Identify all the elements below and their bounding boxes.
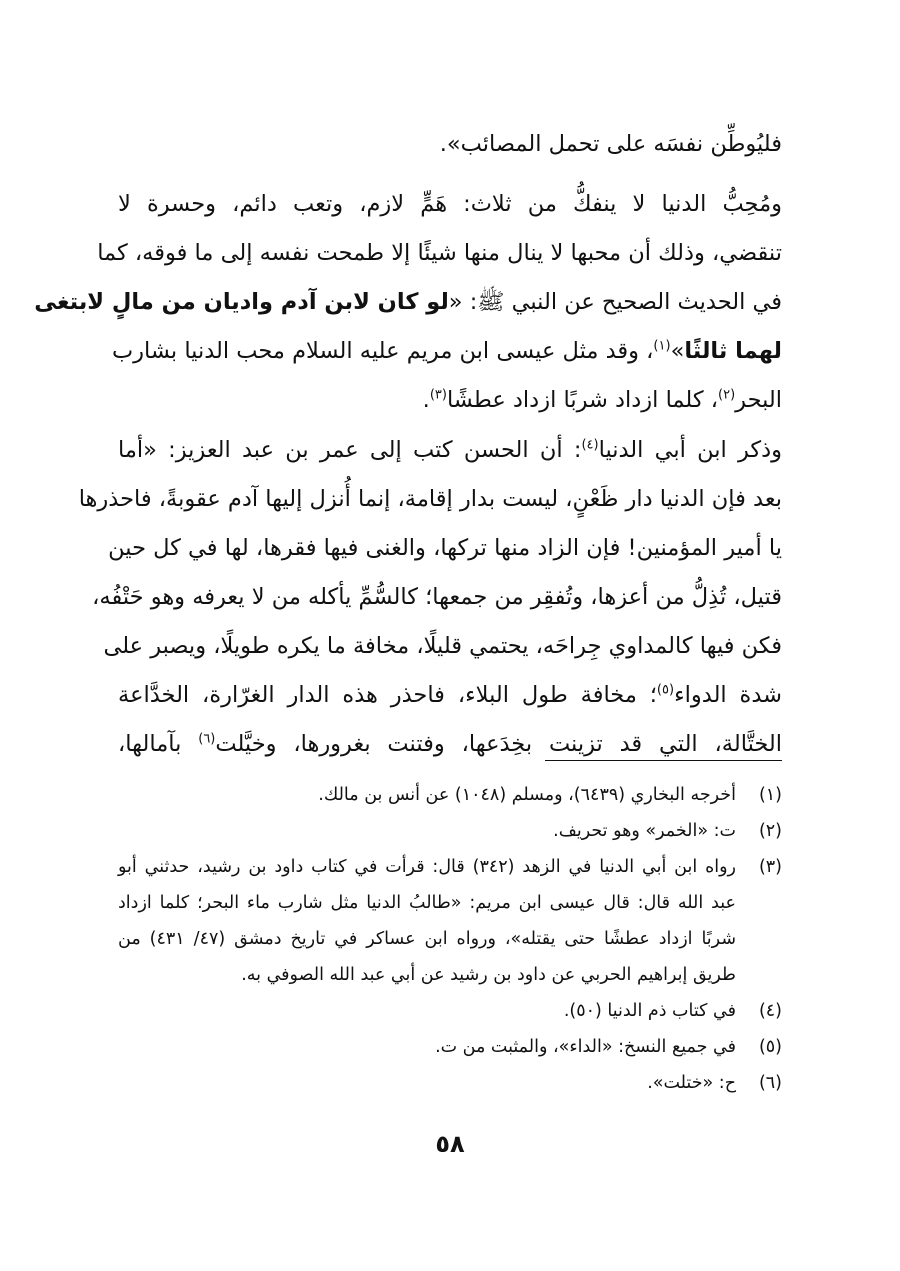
text-line: ومُحِبُّ الدنيا لا ينفكُّ من ثلاث: هَمٍّ لازم، وتعب دائم، وحسرة لا [118, 191, 782, 217]
text-line: فليُوطِّن نفسَه على تحمل المصائب». [439, 131, 782, 157]
text-line: فكن فيها كالمداوي جِراحَه، يحتمي قليلًا، مخافة ما يكره طويلًا، ويصبر على [103, 633, 782, 659]
footnote-3 [118, 849, 782, 993]
text-line: قتيل، تُذِلُّ من أعزها، وتُفقِر من جمعها؛ كالسُّمِّ يأكله من لا يعرفه وهو حَتْفُه، [92, 584, 782, 610]
paragraph-hasan-letter [78, 426, 783, 769]
hadith-quote: لو كان لابن آدم واديان من مالٍ لابتغى [34, 289, 449, 315]
footnote-number: (٥) [758, 1037, 782, 1057]
text-line: في الحديث الصحيح عن النبي ﷺ: «لو كان لابن آدم واديان من مالٍ لابتغى [34, 289, 782, 315]
footnote-text-line: طريق إبراهيم الحربي عن داود بن رشيد عن أبي عبد الله الصوفي به. [241, 965, 736, 985]
footnote-text-line: شربًا ازداد عطشًا حتى يقتله»، ورواه ابن عساكر في تاريخ دمشق (٤٧/ ٤٣١) من [118, 929, 736, 949]
footnote-ref: (٣) [429, 387, 447, 403]
footnote-4 [118, 993, 782, 1029]
text-line: الختَّالة، التي قد تزينت بخِدَعها، وفتنت بغرورها، وخيَّلت$^{(٦)}$ بآمالها، [118, 731, 782, 757]
page-number: ٥٨ [435, 1130, 465, 1158]
paragraph-continuation [118, 120, 782, 169]
footnote-text: ح: «ختلت». [647, 1073, 736, 1093]
footnote-number: (١) [758, 785, 782, 805]
footnote-text: في جميع النسخ: «الداء»، والمثبت من ت. [435, 1037, 736, 1057]
footnote-number: (٦) [758, 1073, 782, 1093]
text-line: لهما ثالثًا»$^{(١)}$، وقد مثل عيسى ابن مريم عليه السلام محب الدنيا بشارب [111, 338, 782, 364]
footnote-text: في كتاب ذم الدنيا (٥٠). [563, 1001, 736, 1021]
footnote-ref: (٢) [718, 387, 736, 403]
hadith-quote: لهما ثالثًا [684, 338, 782, 364]
footnote-text-line: عبد الله قال: قال عيسى ابن مريم: «طالبُ الدنيا مثل شارب ماء البحر؛ كلما ازداد [118, 893, 736, 913]
footnote-ref: (١) [653, 338, 671, 354]
footnote-ref: (٦) [198, 731, 216, 747]
footnote-text: ت: «الخمر» وهو تحريف. [553, 821, 736, 841]
footnote-number: (٣) [758, 857, 782, 877]
text-line: بعد فإن الدنيا دار ظَعْنٍ، ليست بدار إقامة، إنما أُنزل إليها آدم عقوبةً، فاحذرها [78, 486, 782, 512]
text-line: البحر$^{(٢)}$، كلما ازداد شربًا ازداد عطشًا$^{(٣)}$. [422, 387, 782, 413]
text-line: تنقضي، وذلك أن محبها لا ينال منها شيئًا إلا طمحت نفسه إلى ما فوقه، كما [97, 240, 782, 266]
footnote-number: (٢) [758, 821, 782, 841]
footnote-5 [118, 1029, 782, 1065]
text-line: يا أمير المؤمنين! فإن الزاد منها تركها، والغنى فيها فقرها، لها في كل حين [108, 535, 782, 561]
text-line: شدة الدواء$^{(٥)}$؛ مخافة طول البلاء، فاحذر هذه الدار الغرّارة، الخدَّاعة [118, 682, 783, 708]
footnote-text: أخرجه البخاري (٦٤٣٩)، ومسلم (١٠٤٨) عن أنس بن مالك. [318, 785, 736, 805]
footnote-6 [118, 1065, 782, 1101]
paragraph-world-lover [34, 180, 782, 425]
footnote-text-line: رواه ابن أبي الدنيا في الزهد (٣٤٢) قال: قرأت في كتاب داود بن رشيد، حدثني أبو [118, 857, 737, 877]
footnote-2 [118, 813, 782, 849]
footnotes [118, 777, 782, 1101]
footnote-separator [545, 760, 782, 761]
footnote-ref: (٥) [656, 682, 675, 698]
text-line: وذكر ابن أبي الدنيا$^{(٤)}$: أن الحسن كتب إلى عمر بن عبد العزيز: «أما [118, 437, 782, 463]
footnote-number: (٤) [758, 1001, 782, 1021]
footnote-ref: (٤) [581, 437, 599, 453]
footnote-1 [118, 777, 782, 813]
